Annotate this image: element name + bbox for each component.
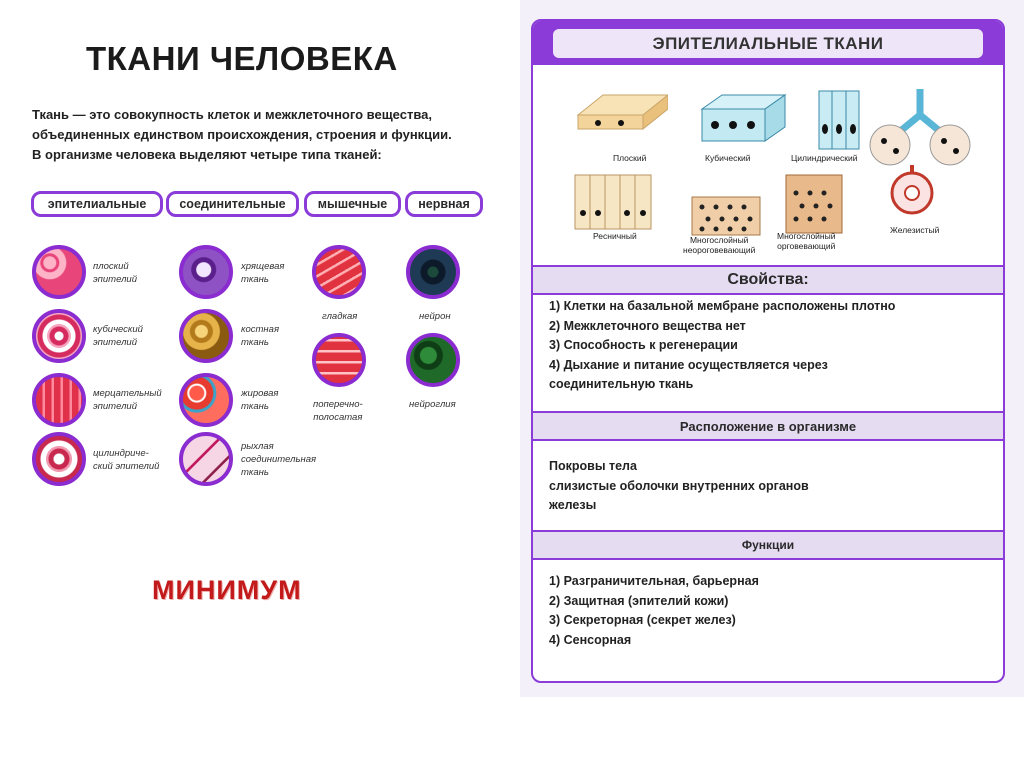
stratified-nonkeratinized-icon [690,195,762,237]
tissue-label: рыхлая соединительная ткань [241,441,317,478]
epithelial-panel [531,19,1005,683]
function-item: 1) Разграничительная, барьерная [549,574,759,588]
intro-line: Ткань — это совокупность клеток и межклеточного вещества, [32,107,433,122]
cell-type-label: Ресничный [593,231,637,241]
squamous-epithelium-image [32,245,86,299]
neuroglia-image [406,333,460,387]
minimum-label: МИНИМУМ [152,575,302,605]
cell-type-label: Плоский [613,153,647,163]
panel-title: ЭПИТЕЛИАЛЬНЫЕ ТКАНИ [553,29,983,58]
columnar-cell-icon [815,87,863,153]
tissue-label: костная ткань [241,324,280,348]
adipose-tissue-image [179,373,233,427]
functions-header: Функции [533,530,1003,560]
functions-list [549,572,759,650]
tissue-label: жировая ткань [241,388,279,412]
category-nervous: нервная [405,191,483,217]
tissue-label: цилиндриче- ский эпителий [93,448,160,472]
property-item: 4) Дыхание и питание осуществляется через [549,357,828,372]
property-item: соединительную ткань [549,377,694,391]
location-item: слизистые оболочки внутренних органов [549,478,809,493]
category-connective: соединительные [166,191,299,217]
intro-line: объединенных единством происхождения, строения и функции. [32,127,452,142]
cell-type-label: Многослойный орговевающий [777,231,836,251]
tissue-label: мерцательный эпителий [93,388,162,412]
tissue-label: хрящевая ткань [241,261,285,285]
tissue-label: нейроглия [409,399,456,410]
tissue-label: поперечно- полосатая [313,399,363,423]
property-item: 1) Клетки на базальной мембране расположены плотно [549,299,896,313]
intro-line: В организме человека выделяют четыре типа тканей: [32,147,382,162]
tissue-label: плоский эпителий [93,261,137,285]
cell-type-label: Кубический [705,153,751,163]
category-epithelial: эпителиальные [31,191,163,217]
page-title: ТКАНИ ЧЕЛОВЕКА [86,40,398,77]
cuboidal-cell-icon [697,91,787,151]
stratified-keratinized-icon [784,173,844,235]
location-item: железы [549,498,597,512]
tissue-label: нейрон [419,311,451,322]
function-item: 3) Секреторная (секрет желез) [549,613,736,627]
location-list [549,457,809,516]
ciliated-epithelium-image [32,373,86,427]
location-header: Расположение в организме [533,411,1003,441]
panel-header [533,21,1003,65]
intro-text [32,105,502,165]
location-item: Покровы тела [549,459,637,473]
function-item: 2) Защитная (эпителий кожи) [549,593,729,608]
cell-type-label: Многослойный неороговевающий [683,235,756,255]
ciliated-cell-icon [573,173,653,231]
cell-type-label: Цилиндрический [791,153,858,163]
cuboidal-epithelium-image [32,309,86,363]
category-muscle: мышечные [304,191,401,217]
cartilage-tissue-image [179,245,233,299]
smooth-muscle-image [312,245,366,299]
properties-header: Свойства: [533,265,1003,295]
cell-type-label: Железистый [890,225,940,235]
properties-list [549,297,895,395]
neuron-image [406,245,460,299]
striated-muscle-image [312,333,366,387]
property-item: 2) Межклеточного вещества нет [549,318,746,333]
glandular-cell-icon [887,161,937,221]
function-item: 4) Сенсорная [549,632,632,647]
property-item: 3) Способность к регенерации [549,338,738,352]
tissue-label: кубический эпителий [93,324,143,348]
tissue-label: гладкая [322,311,358,322]
bone-tissue-image [179,309,233,363]
loose-connective-tissue-image [179,432,233,486]
columnar-epithelium-image [32,432,86,486]
